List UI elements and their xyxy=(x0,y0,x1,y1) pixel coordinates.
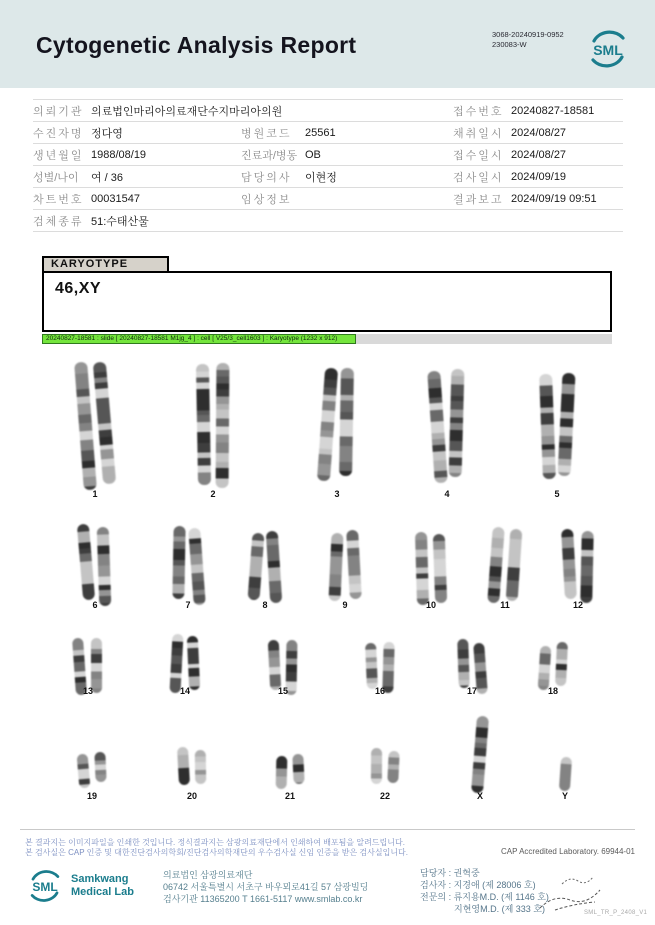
chromosome-label-15: 15 xyxy=(277,686,288,696)
chromosome-label-3: 3 xyxy=(334,489,340,499)
sml-logo-text: SML xyxy=(32,880,58,895)
footer-staff-examiner: 검사자 : 지경애 (제 28006 호) xyxy=(420,880,536,890)
field-value: 정다영 xyxy=(91,127,123,140)
chromosome-label-17: 17 xyxy=(466,686,477,696)
field-value: 00031547 xyxy=(91,192,140,205)
karyotype-status-bar xyxy=(42,334,612,344)
chromosome-14-1 xyxy=(169,634,183,693)
chromosome-label-1: 1 xyxy=(92,489,98,499)
footer-staff-manager: 담당자 : 권혁중 xyxy=(420,868,480,878)
footer-staff-specialist-2: 지현영M.D. (제 333 호) xyxy=(454,904,545,914)
chromosome-7-1 xyxy=(172,526,185,599)
footer-contact: 검사기관 11365200 T 1661-5117 www.smlab.co.kr xyxy=(163,894,363,904)
chromosome-Y xyxy=(558,757,571,791)
report-code-block xyxy=(492,30,564,50)
chromosome-5-2 xyxy=(557,373,575,477)
chromosome-label-6: 6 xyxy=(92,600,98,610)
karyotype-status-text: 20240827-18581 : slide [ 20240827-18581 M1jg_4 ] : cell [ V25/3_cell1603 ] : Karyotype (1232 x 912) xyxy=(42,334,356,344)
sml-logo-icon xyxy=(25,868,65,904)
footer-divider xyxy=(20,829,635,830)
chromosome-18-1 xyxy=(538,646,552,691)
report-title: Cytogenetic Analysis Report xyxy=(36,32,357,58)
chromosome-label-7: 7 xyxy=(185,600,191,610)
field-value: 2024/08/27 xyxy=(511,126,567,139)
field-value: 51:수태산물 xyxy=(91,215,149,228)
footer-note-2: 본 검사실은 CAP 인증 및 대한진단검사의학회/진단검사의학재단의 우수검사실 신임 인증을 받은 검사실입니다. xyxy=(25,848,409,857)
field-value: 이현정 xyxy=(305,171,337,184)
table-row xyxy=(33,144,623,166)
field-label: 검체종류 xyxy=(33,215,84,228)
chromosome-21-2 xyxy=(292,754,304,785)
field-value: 2024/09/19 09:51 xyxy=(511,192,597,205)
footer-logo xyxy=(25,868,134,904)
footer-address xyxy=(163,869,368,905)
field-label: 임상정보 xyxy=(241,193,292,206)
table-row xyxy=(33,210,623,232)
field-label: 병원코드 xyxy=(241,127,292,140)
footer-staff-specialist-1: 전문의 : 류지용M.D. (제 1146 호) xyxy=(420,892,549,902)
chromosome-9-2 xyxy=(346,530,362,599)
field-label: 접수일시 xyxy=(453,149,504,162)
chromosome-3-2 xyxy=(339,368,354,476)
chromosome-label-X: X xyxy=(476,791,483,801)
field-label: 의뢰기관 xyxy=(33,105,84,118)
field-label: 결과보고 xyxy=(453,193,504,206)
chromosome-11-1 xyxy=(487,526,505,603)
chromosome-label-16: 16 xyxy=(374,686,385,696)
field-label: 차트번호 xyxy=(33,193,84,206)
field-value: OB xyxy=(305,148,321,161)
chromosome-20-2 xyxy=(195,750,206,784)
chromosome-label-5: 5 xyxy=(554,489,560,499)
footer-note-1: 본 결과지는 이미지파일을 인쇄한 것입니다. 정식결과지는 삼광의료재단에서 인쇄하여 배포됨을 알려드립니다. xyxy=(25,838,405,847)
table-row xyxy=(33,122,623,144)
chromosome-11-2 xyxy=(506,529,523,602)
chromosome-5-1 xyxy=(539,374,556,479)
chromosome-22-1 xyxy=(371,748,382,784)
field-label: 접수번호 xyxy=(453,105,504,118)
karyotype-section-label: KARYOTYPE xyxy=(42,256,169,273)
chromosome-8-1 xyxy=(248,533,265,601)
table-row xyxy=(33,188,623,210)
chromosome-20-1 xyxy=(177,747,190,786)
patient-info-table xyxy=(33,99,623,232)
chromosome-label-4: 4 xyxy=(444,489,450,499)
chromosome-14-2 xyxy=(187,636,200,690)
document-code: SML_TR_P_2408_V1 xyxy=(584,910,648,916)
chromosome-label-20: 20 xyxy=(186,791,197,801)
chromosome-label-19: 19 xyxy=(86,791,97,801)
sml-logo-icon xyxy=(585,28,631,70)
chromosome-19-2 xyxy=(94,751,106,782)
chromosome-13-2 xyxy=(91,638,102,693)
chromosome-label-2: 2 xyxy=(210,489,216,499)
chromosome-2-2 xyxy=(216,363,230,488)
chromosome-4-2 xyxy=(449,369,465,477)
chromosome-10-2 xyxy=(433,534,447,604)
chromosome-12-1 xyxy=(561,529,577,599)
chromosome-label-11: 11 xyxy=(500,600,510,610)
chromosome-3-1 xyxy=(317,368,338,482)
field-label: 생년월일 xyxy=(33,149,84,162)
chromosome-4-1 xyxy=(427,370,448,482)
chromosome-19-1 xyxy=(77,753,91,788)
chromosome-16-1 xyxy=(365,642,378,688)
karyotype-result-box xyxy=(42,271,612,332)
chromosome-22-2 xyxy=(387,751,399,783)
field-value: 2024/09/19 xyxy=(511,170,567,183)
field-label: 진료과/병동 xyxy=(241,149,298,162)
chromosome-1-2 xyxy=(93,362,116,485)
chromosome-17-1 xyxy=(457,639,470,688)
field-value: 2024/08/27 xyxy=(511,148,567,161)
field-value: 1988/08/19 xyxy=(91,148,147,161)
chromosome-label-Y: Y xyxy=(561,791,568,801)
report-code-line1: 3068-20240919-0952 xyxy=(492,30,564,39)
field-value: 의료법인마리아의료재단수지마리아의원 xyxy=(91,105,283,118)
footer-notes xyxy=(25,838,408,858)
chromosome-21-1 xyxy=(276,755,288,788)
chromosome-label-22: 22 xyxy=(379,791,390,801)
field-label: 수진자명 xyxy=(33,127,84,140)
chromosome-15-1 xyxy=(268,640,282,691)
chromosome-label-10: 10 xyxy=(425,600,436,610)
sml-logo-text: SML xyxy=(593,42,623,58)
report-code-line2: 230083-W xyxy=(492,40,527,49)
field-label: 성별/나이 xyxy=(33,171,79,184)
chromosome-label-9: 9 xyxy=(342,600,348,610)
chromosome-10-1 xyxy=(415,532,429,605)
chromosome-label-21: 21 xyxy=(284,791,295,801)
chromosome-label-8: 8 xyxy=(262,600,268,610)
karyotype-result: 46,XY xyxy=(55,280,102,297)
chromosome-9-1 xyxy=(328,532,343,601)
table-row xyxy=(33,100,623,122)
chromosome-8-2 xyxy=(266,531,282,603)
cap-accreditation: CAP Accredited Laboratory. 69944-01 xyxy=(500,847,635,856)
chromosome-2-1 xyxy=(196,364,211,485)
chromosome-X xyxy=(471,716,489,794)
field-label: 검사일시 xyxy=(453,171,504,184)
footer-logo-name: Samkwang Medical Lab xyxy=(71,873,134,898)
chromosome-label-14: 14 xyxy=(179,686,190,696)
field-value: 20240827-18581 xyxy=(511,104,595,117)
footer-addr: 06742 서울특별시 서초구 바우뫼로41길 57 삼광빌딩 xyxy=(163,882,369,892)
chromosome-label-12: 12 xyxy=(572,600,583,610)
field-label: 채취일시 xyxy=(453,127,504,140)
report-header xyxy=(0,0,655,88)
chromosome-6-1 xyxy=(77,523,95,600)
field-value: 여 / 36 xyxy=(91,171,124,184)
chromosome-12-2 xyxy=(580,531,593,603)
chromosome-label-13: 13 xyxy=(82,686,93,696)
chromosome-6-2 xyxy=(97,527,112,606)
field-label: 담당의사 xyxy=(241,171,292,184)
chromosome-18-2 xyxy=(555,642,568,686)
chromosome-label-18: 18 xyxy=(547,686,558,696)
footer-org: 의료법인 삼광의료재단 xyxy=(163,870,253,880)
field-value: 25561 xyxy=(305,126,336,139)
chromosome-7-2 xyxy=(188,527,206,605)
table-row xyxy=(33,166,623,188)
